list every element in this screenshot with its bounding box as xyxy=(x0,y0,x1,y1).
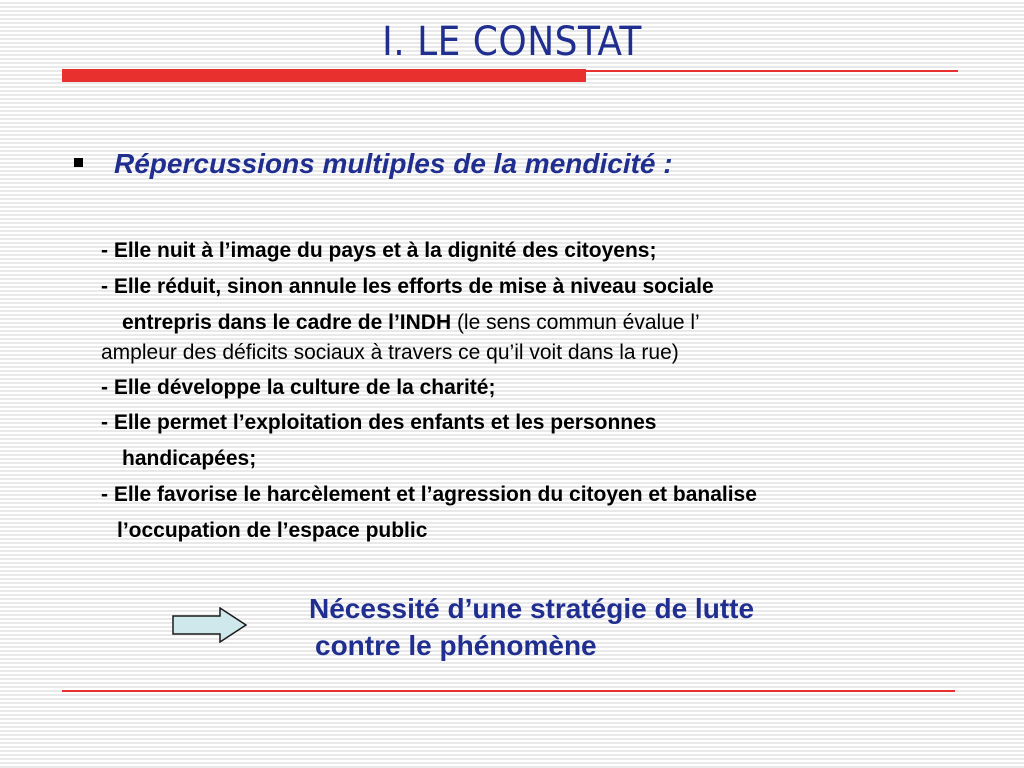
footer-divider xyxy=(62,690,955,692)
note-text: (le sens commun évalue l’ xyxy=(451,311,700,334)
conclusion-line-2: contre le phénomène xyxy=(315,630,597,661)
conclusion-text xyxy=(309,590,754,664)
indh-text: entrepris dans le cadre de l’INDH xyxy=(122,311,452,334)
list-item-continuation xyxy=(122,311,700,335)
list-item: - Elle favorise le harcèlement et l’agression du citoyen et banalise xyxy=(101,483,757,506)
list-item-continuation: handicapées; xyxy=(122,447,257,470)
list-item: - Elle développe la culture de la charité; xyxy=(101,376,496,399)
slide-title: I. LE CONSTAT xyxy=(382,19,642,65)
list-item: - Elle nuit à l’image du pays et à la dignité des citoyens; xyxy=(101,239,657,262)
title-underline-thin xyxy=(586,70,958,72)
list-item-continuation: l’occupation de l’espace public xyxy=(117,519,428,542)
list-item: - Elle permet l’exploitation des enfants et les personnes xyxy=(101,411,657,434)
title-underline-thick xyxy=(62,69,586,82)
right-arrow-icon xyxy=(172,607,248,643)
list-item-continuation: ampleur des déficits sociaux à travers ce qu’il voit dans la rue) xyxy=(101,341,679,364)
square-bullet-icon xyxy=(74,158,83,167)
section-heading: Répercussions multiples de la mendicité : xyxy=(114,148,673,179)
list-item: - Elle réduit, sinon annule les efforts de mise à niveau sociale xyxy=(101,275,714,298)
conclusion-line-1: Nécessité d’une stratégie de lutte xyxy=(309,593,755,624)
